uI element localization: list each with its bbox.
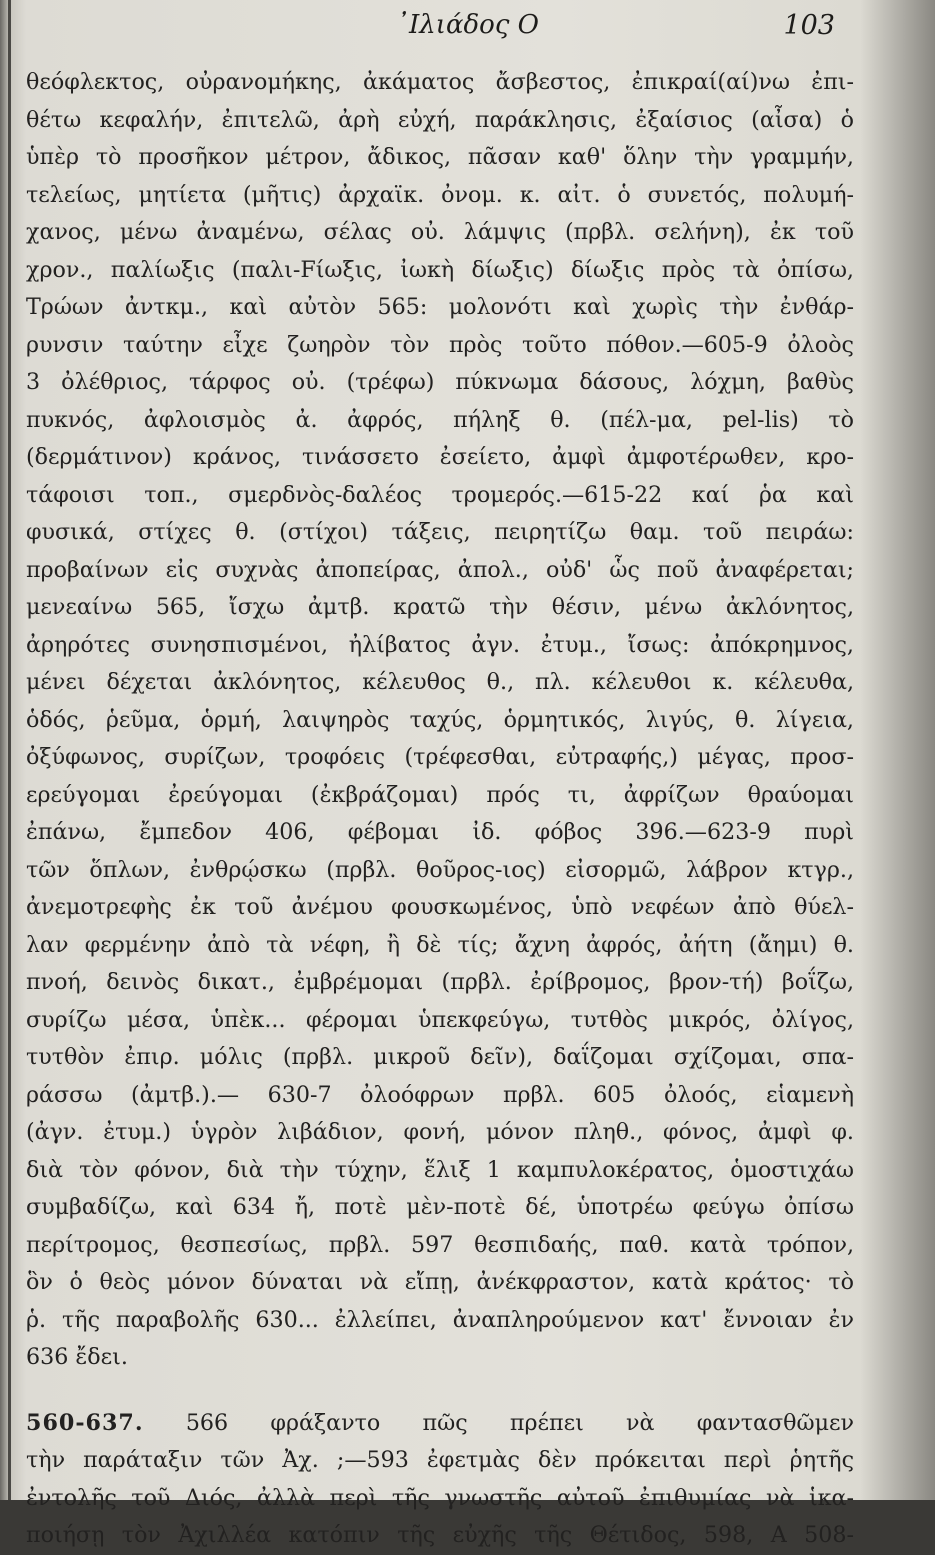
body-text [26,64,854,1555]
binding-edge [8,0,11,1500]
page-number: 103 [783,10,835,41]
text-line: Τρώων ἀντκμ., καὶ αὐτὸν 565: μολονότι καὶ χωρὶς τὴν ἐνθάρ- [26,294,854,320]
text-line: θεόφλεκτος, οὐρανομήκης, ἀκάματος ἄσβεστος, ἐπικραί(αί)νω ἐπι- [26,69,854,95]
text-line: ὁδός, ῥεῦμα, ὁρμή, λαιψηρὸς ταχύς, ὁρμητικός, λιγύς, θ. λίγεια, [26,706,854,733]
text-line: τάφοισι τοπ., σμερδνὸς-δαλέος τρομερός.—615-22 καί ῥα καὶ [26,481,854,508]
text-line: τελείως, μητίετα (μῆτις) ἀρχαϊκ. ὀνομ. κ. αἰτ. ὁ συνετός, πολυμή- [26,181,854,208]
text-line: φυσικά, στίχες θ. (στίχοι) τάξεις, πειρητίζω θαμ. τοῦ πειράω: [26,519,854,545]
text-line: μενεαίνω 565, ἴσχω ἀμτβ. κρατῶ τὴν θέσιν, μένω ἀκλόνητος, [26,594,854,620]
text-line: χρον., παλίωξις (παλι-Fίωξις, ἰωκὴ δίωξις) δίωξις πρὸς τὰ ὀπίσω, [26,256,854,283]
text-line: ὑπὲρ τὸ προσῆκον μέτρον, ἄδικος, πᾶσαν καθ' ὅλην τὴν γραμμήν, [26,144,854,170]
section-line: τὴν παράταξιν τῶν Ἀχ. ;—593 ἐφετμὰς δὲν πρόκειται περὶ ῥητῆς [26,1447,854,1473]
text-line: πνοή, δεινὸς δικατ., ἐμβρέμομαι (πρβλ. ἐρίβρομος, βρον-τή) βοΐζω, [26,969,854,995]
text-line: τῶν ὅπλων, ἐνθρῴσκω (πρβλ. θοῦρος-ιος) εἰσορμῶ, λάβρον κτγρ., [26,856,854,883]
text-line: πυκνός, ἀφλοισμὸς ἀ. ἀφρός, πήληξ θ. (πέλ-μα, pel-lis) τὸ [26,406,854,433]
section-first-line [26,1405,854,1443]
text-line: συμβαδίζω, καὶ 634 ἤ, ποτὲ μὲν-ποτὲ δέ, ὑποτρέω φεύγω ὀπίσω [26,1194,854,1220]
text-line: συρίζω μέσα, ὑπὲκ... φέρομαι ὑπεκφεύγω, τυτθὸς μικρός, ὀλίγος, [26,1006,854,1033]
text-line: μένει δέχεται ἀκλόνητος, κέλευθος θ., πλ. κέλευθοι κ. κέλευθα, [26,669,854,695]
text-line: προβαίνων εἰς συχνὰς ἀποπείρας, ἀπολ., οὐδ' ὧς ποῦ ἀναφέρεται; [26,556,854,583]
text-line: περίτρομος, θεσπεσίως, πρβλ. 597 θεσπιδαής, παθ. κατὰ τρόπον, [26,1231,854,1258]
page-header [0,10,935,50]
text-line: (ἀγν. ἐτυμ.) ὑγρὸν λιβάδιον, φονή, μόνον πληθ., φόνος, ἀμφὶ φ. [26,1119,854,1145]
section-line: ποιήσῃ τὸν Ἀχιλλέα κατόπιν τῆς εὐχῆς τῆς Θέτιδος, 598, Α 508- [26,1522,854,1548]
text-line: ἀρηρότες συνησπισμένοι, ἠλίβατος ἀγν. ἐτυμ., ἴσως: ἀπόκρημνος, [26,631,854,658]
text-line: 3 ὀλέθριος, τάρφος οὐ. (τρέφω) πύκνωμα δάσους, λόχμη, βαθὺς [26,369,854,395]
text-line: ὀξύφωνος, συρίζων, τροφόεις (τρέφεσθαι, εὐτραφής,) μέγας, προσ- [26,744,854,770]
text-line: ἀνεμοτρεφὴς ἐκ τοῦ ἀνέμου φουσκωμένος, ὑπὸ νεφέων ἀπὸ θύελ- [26,894,854,920]
text-line: ῥ. τῆς παραβολῆς 630... ἐλλείπει, ἀναπληρούμενον κατ' ἔννοιαν ἐν [26,1306,854,1333]
text-line: ὃν ὁ θεὸς μόνον δύναται νὰ εἴπῃ, ἀνέκφραστον, κατὰ κράτος· τὸ [26,1269,854,1295]
text-line: (δερμάτινον) κράνος, τινάσσετο ἐσείετο, ἀμφὶ ἀμφοτέρωθεν, κρο- [26,444,854,470]
text-line: ἐπάνω, ἔμπεδον 406, φέβομαι ἰδ. φόβος 396.—623-9 πυρὶ [26,819,854,845]
text-line: ράσσω (ἀμτβ.).— 630-7 ὀλοόφρων πρβλ. 605 ὀλοός, εἱαμενὴ [26,1081,854,1108]
text-line: 636 ἔδει. [26,1344,128,1370]
paragraph-gap [26,1377,854,1405]
running-title: ᾿Ιλιάδος Ο [396,10,539,40]
text-line: ερεύγομαι ἐρεύγομαι (ἐκβράζομαι) πρός τι, ἀφρίζων θραύομαι [26,781,854,808]
text-line: διὰ τὸν φόνον, διὰ τὴν τύχην, ἕλιξ 1 καμπυλοκέρατος, ὁμοστιχάω [26,1156,854,1183]
text-line: λαν φερμένην ἀπὸ τὰ νέφη, ἢ δὲ τίς; ἄχνη ἀφρός, ἀήτη (ἄημι) θ. [26,931,854,958]
section-line: ἐντολῆς τοῦ Διός, ἀλλὰ περὶ τῆς γνωστῆς αὐτοῦ ἐπιθυμίας νὰ ἱκα- [26,1484,854,1511]
text-line: ρυνσιν ταύτην εἶχε ζωηρὸν τὸν πρὸς τοῦτο πόθον.—605-9 ὀλοὸς [26,331,854,358]
section-heading: 560-637. [26,1409,144,1436]
text-line: τυτθὸν ἐπιρ. μόλις (πρβλ. μικροῦ δεῖν), δαΐζομαι σχίζομαι, σπα- [26,1044,854,1070]
text-line: θέτω κεφαλήν, ἐπιτελῶ, ἀρὴ εὐχή, παράκλησις, ἐξαίσιος (αἶσα) ὁ [26,106,854,133]
text-line: χανος, μένω ἀναμένω, σέλας οὐ. λάμψις (πρβλ. σελήνη), ἐκ τοῦ [26,219,854,245]
section-line: 566 φράξαντο πῶς πρέπει νὰ φαντασθῶμεν [185,1409,854,1436]
